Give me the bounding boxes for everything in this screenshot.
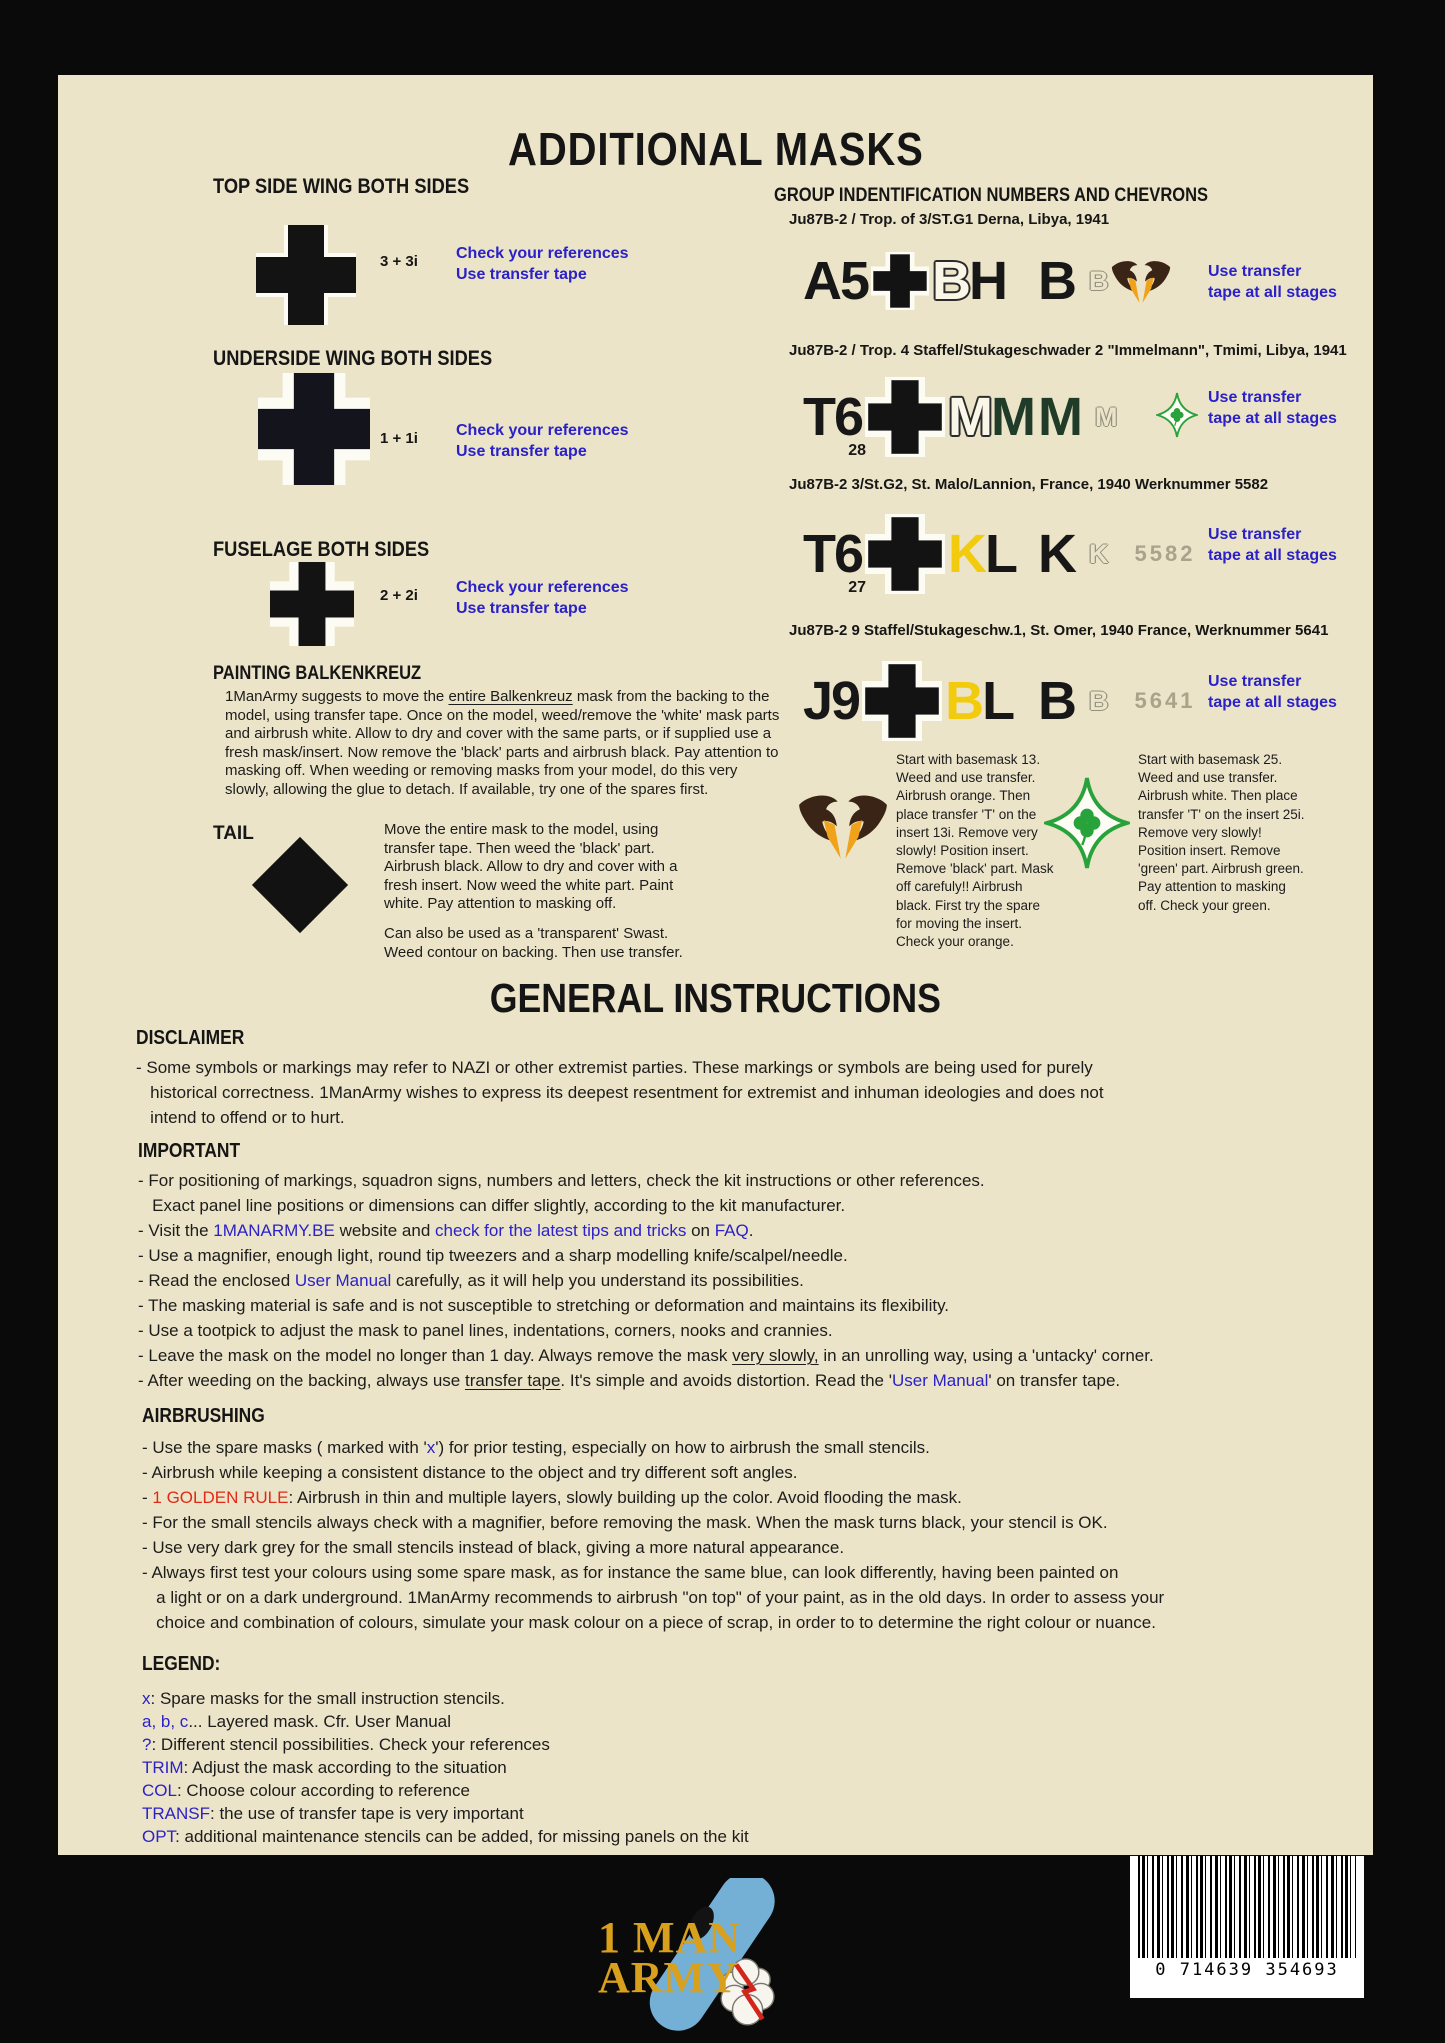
note-line: Check your references <box>456 422 629 439</box>
legend-text: x: Spare masks for the small instruction stencils. a, b, c... Layered mask. Cfr. User Manual ?: Different stencil possibilities. Check your references TRIM: Adjust the mask according to the situation COL: Choose colour according to reference TRANSF: the use of transfer tape is very important OPT: additional maintenance stencils can be added, for missing panels on the kit <box>142 1689 749 1846</box>
eagle-pair-icon <box>1106 259 1176 305</box>
page-title: ADDITIONAL MASKS <box>507 122 924 175</box>
code-group <box>803 249 1006 313</box>
code-row-2 <box>58 375 1373 459</box>
tail-diamond-icon <box>252 837 348 933</box>
tail-paragraph-2: Can also be used as a 'transparent' Swast. Weed contour on backing. Then use transfer. <box>384 925 683 961</box>
code-letter: M <box>948 387 992 447</box>
painting-heading: PAINTING BALKENKREUZ <box>213 663 422 684</box>
code-prefix-sub: 28 <box>848 442 867 459</box>
code-letter: L <box>985 524 1017 584</box>
code-row-4 <box>58 659 1373 743</box>
single-letter-small: B <box>1089 685 1109 716</box>
brand-logo <box>598 1878 818 2038</box>
code-prefix: T6 28 <box>803 387 867 459</box>
brand-logo-text: 1 MAN ARMY <box>598 1913 742 2003</box>
fuselage-heading: FUSELAGE BOTH SIDES <box>213 538 430 561</box>
code-row-1 <box>58 249 1373 313</box>
code-letter: B <box>932 251 970 311</box>
code-letter: B <box>945 671 983 731</box>
basemask13-paragraph: Start with basemask 13. Weed and use transfer. Airbrush orange. Then place transfer 'T' on the insert 13i. Remove very slowly! Position insert. Remove 'black' part. Mask off carefuly!! Airbrush black. First try the spare for moving the insert. Check your orange. <box>896 752 1054 950</box>
basemask25-paragraph: Start with basemask 25. Weed and use transfer. Airbrush white. Then place transfer 'T' on the insert 25i. Remove very slowly! Position insert. Remove 'green' part. Airbrush green. Pay attention to masking off. Check your green. <box>1138 752 1305 913</box>
painting-paragraph: 1ManArmy suggests to move the entire Balkenkreuz mask from the backing to the model, using transfer tape. Once on the model, weed/remove the 'white' mask parts and airbrush white. Allow to dry and cover with the same parts, or if supplied use a fresh mask/insert. Now remove the 'black' parts and airbrush black. Pay attention to masking off. When weeding or removing masks from your model, do this very slowly, allowing the glue to detach. If available, try one of the spares first. <box>225 688 780 798</box>
topside-heading: TOP SIDE WING BOTH SIDES <box>213 175 470 198</box>
single-letter-group <box>1038 249 1109 313</box>
code-group <box>803 375 1034 459</box>
single-letter-small: B <box>1089 265 1109 296</box>
topside-count: 3 + 3i <box>380 253 418 270</box>
legend-heading: LEGEND: <box>142 1653 221 1675</box>
note-line: Use transfer tape <box>456 266 587 283</box>
code-group <box>803 659 1013 743</box>
row-note: Use transfer tape at all stages <box>1208 673 1337 711</box>
code-letter: K <box>948 524 986 584</box>
barcode-digits: 0 714639 354693 <box>1155 1960 1339 1980</box>
single-letter: M <box>1038 387 1081 447</box>
airbrushing-heading: AIRBRUSHING <box>142 1405 265 1427</box>
tail-paragraph-1: Move the entire mask to the model, using transfer tape. Then weed the 'black' part. Airbrush black. Allow to dry and cover with a fresh insert. Now weed the white part. Paint white. Pay attention to masking off. <box>384 821 678 913</box>
code-letter: M <box>991 387 1034 447</box>
row-note: Use transfer tape at all stages <box>1208 389 1337 427</box>
single-letter: B <box>1038 251 1075 311</box>
important-text: - For positioning of markings, squadron signs, numbers and letters, check the kit instructions or other references. Exact panel line positions or dimensions can differ slightly, according to the kit manufacturer. - Visit the 1MANARMY.BE website and check for the latest tips and tricks on FAQ. - Use a magnifier, enough light, round tip tweezers and a sharp modelling knife/scalpel/needle. - Read the enclosed User Manual carefully, as it will help you understand its possibilities. - The masking material is safe and is not susceptible to stretching or deformation and maintains its flexibility. - Use a tootpick to adjust the mask to panel lines, indentations, corners, nooks and crannies. - Leave the mask on the model no longer than 1 day. Always remove the mask very slowly, in an unrolling way, using a 'untacky' corner. - After weeding on the backing, always use transfer tape. It's simple and avoids distortion. Read the 'User Manual' on transfer tape. <box>138 1171 1154 1390</box>
disclaimer-text: - Some symbols or markings may refer to NAZI or other extremist parties. These markings or symbols are being used for purely historical correctness. 1ManArmy wishes to express its deepest resentment for extremist and inhuman ideologies and does not intend to offend or to hurt. <box>136 1058 1104 1127</box>
barcode <box>1130 1856 1364 1998</box>
entry-subtitle: Ju87B-2 3/St.G2, St. Malo/Lannion, France, 1940 Werknummer 5582 <box>789 476 1269 493</box>
code-prefix: T6 27 <box>803 524 867 596</box>
single-letter: K <box>1038 524 1075 584</box>
code-group <box>803 512 1016 596</box>
note-line: Check your references <box>456 579 629 596</box>
balkenkreuz-icon <box>862 661 942 741</box>
entry-subtitle: Ju87B-2 9 Staffel/Stukageschw.1, St. Omer, 1940 France, Werknummer 5641 <box>789 622 1329 639</box>
single-letter-group <box>1038 659 1195 743</box>
important-heading: IMPORTANT <box>138 1140 241 1162</box>
single-letter: B <box>1038 671 1075 731</box>
row-note: Use transfer tape at all stages <box>1208 526 1337 564</box>
code-prefix: A5 <box>803 251 869 311</box>
note-line: Use transfer tape <box>456 600 587 617</box>
group-id-heading: GROUP INDENTIFICATION NUMBERS AND CHEVRONS <box>774 185 1209 206</box>
code-letter: H <box>969 251 1007 311</box>
underside-heading: UNDERSIDE WING BOTH SIDES <box>213 347 493 370</box>
entry-subtitle: Ju87B-2 / Trop. of 3/ST.G1 Derna, Libya, 1941 <box>789 211 1110 228</box>
clover-diamond-icon <box>1156 391 1198 439</box>
single-letter-group <box>1038 375 1117 459</box>
general-instructions-title: GENERAL INSTRUCTIONS <box>489 975 942 1021</box>
entry-subtitle: Ju87B-2 / Trop. 4 Staffel/Stukageschwader 2 "Immelmann", Tmimi, Libya, 1941 <box>789 342 1347 359</box>
single-letter-small: M <box>1094 401 1118 432</box>
note-line: Check your references <box>456 245 629 262</box>
clover-diamond-icon <box>1044 773 1130 873</box>
code-prefix: J9 <box>803 671 860 731</box>
single-letter-group <box>1038 512 1195 596</box>
werknummer: 5641 <box>1134 688 1196 713</box>
airbrushing-text: - Use the spare masks ( marked with 'x') for prior testing, especially on how to airbrush the small stencils. - Airbrush while keeping a consistent distance to the object and try different soft angles. - 1 GOLDEN RULE: Airbrush in thin and multiple layers, slowly building up the color. Avoid flooding the mask. - For the small stencils always check with a magnifier, before removing the mask. When the mask turns black, your stencil is OK. - Use very dark grey for the small stencils instead of black, giving a more natural appearance. - Always first test your colours using some spare mask, as for instance the same blue, can look differently, having been painted on a light or on a dark underground. 1ManArmy recommends to airbrush "on top" of your paint, as in the old days. In order to assess your choice and combination of colours, simulate your mask colour on a piece of scrap, in order to to determine the right colour or nuance. <box>142 1438 1165 1632</box>
eagle-pair-icon <box>793 787 893 867</box>
code-prefix-sub: 27 <box>848 579 867 596</box>
single-letter-small: K <box>1089 538 1109 569</box>
werknummer: 5582 <box>1134 541 1196 566</box>
balkenkreuz-icon <box>865 514 945 594</box>
row-note: Use transfer tape at all stages <box>1208 263 1337 301</box>
tail-heading: TAIL <box>213 823 254 844</box>
balkenkreuz-icon <box>865 377 945 457</box>
fuselage-count: 2 + 2i <box>380 587 418 604</box>
note-line: Use transfer tape <box>456 443 587 460</box>
code-letter: L <box>982 671 1014 731</box>
code-row-3 <box>58 512 1373 596</box>
disclaimer-heading: DISCLAIMER <box>136 1027 245 1049</box>
masks-panel <box>58 75 1373 1855</box>
balkenkreuz-icon <box>871 252 929 310</box>
barcode-bars <box>1138 1856 1356 1958</box>
underside-count: 1 + 1i <box>380 430 418 447</box>
